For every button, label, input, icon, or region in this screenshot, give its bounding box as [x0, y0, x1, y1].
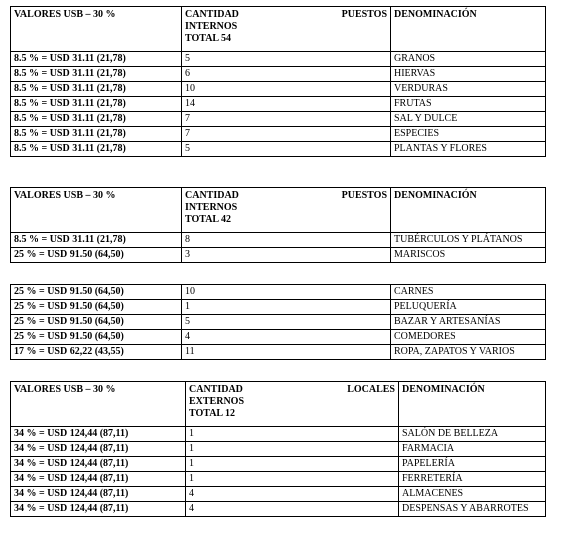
denominacion-cell: ROPA, ZAPATOS Y VARIOS	[391, 345, 546, 360]
table-row	[11, 427, 546, 442]
table-puestos-continuacion	[10, 284, 546, 360]
header-locales-label: LOCALES	[347, 384, 395, 395]
cantidad-cell: 1	[186, 427, 399, 442]
denominacion-cell: HIERVAS	[391, 67, 546, 82]
header-valores: VALORES USB – 30 %	[11, 7, 182, 52]
header-puestos-label: PUESTOS	[341, 190, 387, 201]
denominacion-cell: CARNES	[391, 285, 546, 300]
table-row	[11, 315, 546, 330]
header-total-label: TOTAL 12	[189, 408, 236, 419]
valor-cell: 8.5 % = USD 31.11 (21,78)	[11, 82, 182, 97]
table-puestos-internos-42	[10, 187, 546, 263]
header-denominacion: DENOMINACIÓN	[391, 7, 546, 52]
denominacion-cell: SAL Y DULCE	[391, 112, 546, 127]
denominacion-cell: PELUQUERÍA	[391, 300, 546, 315]
valor-cell: 8.5 % = USD 31.11 (21,78)	[11, 97, 182, 112]
table-header-row	[11, 7, 546, 52]
denominacion-cell: ESPECIES	[391, 127, 546, 142]
valor-cell: 34 % = USD 124,44 (87,11)	[11, 457, 186, 472]
valor-cell: 25 % = USD 91.50 (64,50)	[11, 248, 182, 263]
valor-cell: 17 % = USD 62,22 (43,55)	[11, 345, 182, 360]
valor-cell: 8.5 % = USD 31.11 (21,78)	[11, 67, 182, 82]
valor-cell: 34 % = USD 124,44 (87,11)	[11, 442, 186, 457]
cantidad-cell: 1	[186, 472, 399, 487]
header-puestos-label: PUESTOS	[341, 9, 387, 20]
denominacion-cell: FRUTAS	[391, 97, 546, 112]
valor-cell: 8.5 % = USD 31.11 (21,78)	[11, 112, 182, 127]
header-internos-label: INTERNOS	[185, 21, 238, 32]
cantidad-cell: 1	[182, 300, 391, 315]
header-internos-label: INTERNOS	[185, 202, 238, 213]
table-row	[11, 442, 546, 457]
table-row	[11, 502, 546, 517]
cantidad-cell: 11	[182, 345, 391, 360]
cantidad-cell: 7	[182, 112, 391, 127]
denominacion-cell: BAZAR Y ARTESANÍAS	[391, 315, 546, 330]
valor-cell: 25 % = USD 91.50 (64,50)	[11, 315, 182, 330]
valor-cell: 8.5 % = USD 31.11 (21,78)	[11, 52, 182, 67]
valor-cell: 8.5 % = USD 31.11 (21,78)	[11, 233, 182, 248]
table-row	[11, 300, 546, 315]
table-row	[11, 345, 546, 360]
table-locales-externos-12	[10, 381, 546, 517]
denominacion-cell: PAPELERÍA	[399, 457, 546, 472]
cantidad-cell: 3	[182, 248, 391, 263]
table-row	[11, 142, 546, 157]
header-cantidad	[182, 188, 391, 233]
table-puestos-internos-54	[10, 6, 546, 157]
valor-cell: 34 % = USD 124,44 (87,11)	[11, 487, 186, 502]
table-row	[11, 285, 546, 300]
header-valores: VALORES USB – 30 %	[11, 382, 186, 427]
header-denominacion: DENOMINACIÓN	[391, 188, 546, 233]
denominacion-cell: TUBÉRCULOS Y PLÁTANOS	[391, 233, 546, 248]
header-cantidad-label: CANTIDAD	[185, 9, 239, 20]
cantidad-cell: 4	[186, 487, 399, 502]
cantidad-cell: 8	[182, 233, 391, 248]
denominacion-cell: VERDURAS	[391, 82, 546, 97]
valor-cell: 25 % = USD 91.50 (64,50)	[11, 330, 182, 345]
cantidad-cell: 14	[182, 97, 391, 112]
valor-cell: 8.5 % = USD 31.11 (21,78)	[11, 142, 182, 157]
valor-cell: 25 % = USD 91.50 (64,50)	[11, 285, 182, 300]
table-row	[11, 82, 546, 97]
header-denominacion: DENOMINACIÓN	[399, 382, 546, 427]
table-row	[11, 233, 546, 248]
cantidad-cell: 10	[182, 82, 391, 97]
cantidad-cell: 1	[186, 457, 399, 472]
header-cantidad-label: CANTIDAD	[189, 384, 243, 395]
table-row	[11, 112, 546, 127]
table-row	[11, 248, 546, 263]
denominacion-cell: FARMACIA	[399, 442, 546, 457]
header-total-label: TOTAL 54	[185, 33, 232, 44]
cantidad-cell: 10	[182, 285, 391, 300]
cantidad-cell: 5	[182, 52, 391, 67]
cantidad-cell: 5	[182, 315, 391, 330]
valor-cell: 8.5 % = USD 31.11 (21,78)	[11, 127, 182, 142]
table-row	[11, 127, 546, 142]
cantidad-cell: 4	[182, 330, 391, 345]
cantidad-cell: 5	[182, 142, 391, 157]
cantidad-cell: 7	[182, 127, 391, 142]
header-externos-label: EXTERNOS	[189, 396, 245, 407]
cantidad-cell: 1	[186, 442, 399, 457]
header-cantidad	[186, 382, 399, 427]
header-valores: VALORES USB – 30 %	[11, 188, 182, 233]
denominacion-cell: GRANOS	[391, 52, 546, 67]
table-row	[11, 97, 546, 112]
denominacion-cell: SALÓN DE BELLEZA	[399, 427, 546, 442]
denominacion-cell: MARISCOS	[391, 248, 546, 263]
table-header-row	[11, 188, 546, 233]
cantidad-cell: 4	[186, 502, 399, 517]
valor-cell: 34 % = USD 124,44 (87,11)	[11, 502, 186, 517]
table-row	[11, 67, 546, 82]
table-row	[11, 487, 546, 502]
table-row	[11, 52, 546, 67]
header-total-label: TOTAL 42	[185, 214, 232, 225]
table-header-row	[11, 382, 546, 427]
denominacion-cell: ALMACENES	[399, 487, 546, 502]
header-cantidad	[182, 7, 391, 52]
denominacion-cell: FERRETERÍA	[399, 472, 546, 487]
valor-cell: 34 % = USD 124,44 (87,11)	[11, 427, 186, 442]
denominacion-cell: COMEDORES	[391, 330, 546, 345]
denominacion-cell: DESPENSAS Y ABARROTES	[399, 502, 546, 517]
table-row	[11, 472, 546, 487]
denominacion-cell: PLANTAS Y FLORES	[391, 142, 546, 157]
valor-cell: 25 % = USD 91.50 (64,50)	[11, 300, 182, 315]
table-row	[11, 330, 546, 345]
header-cantidad-label: CANTIDAD	[185, 190, 239, 201]
cantidad-cell: 6	[182, 67, 391, 82]
valor-cell: 34 % = USD 124,44 (87,11)	[11, 472, 186, 487]
table-row	[11, 457, 546, 472]
